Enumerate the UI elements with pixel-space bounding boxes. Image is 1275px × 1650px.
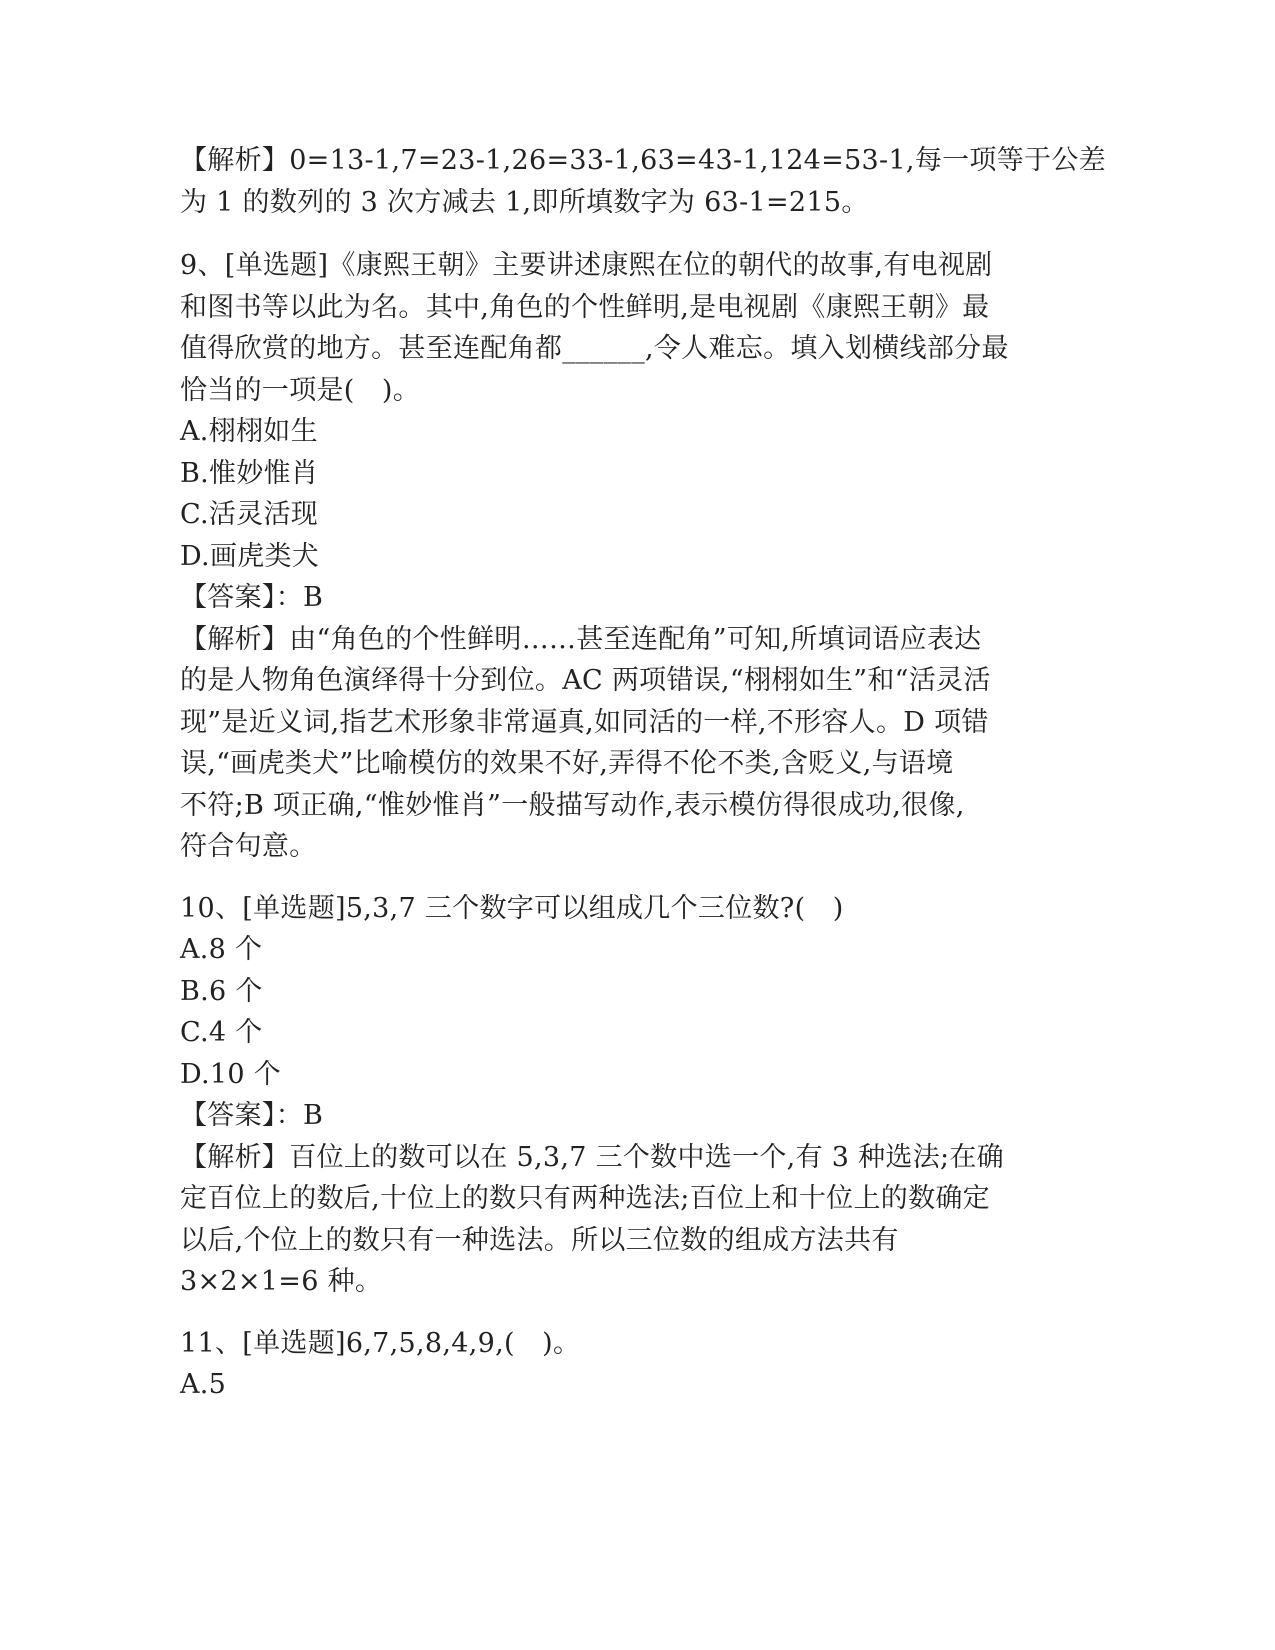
q9-answer: 【答案】：B bbox=[180, 582, 324, 613]
q9-stem-line: 和图书等以此为名。其中,角色的个性鲜明,是电视剧《康熙王朝》最 bbox=[180, 291, 990, 323]
q8-analysis-line: 为 1 的数列的 3 次方减去 1,即所填数字为 63-1=215。 bbox=[180, 186, 869, 218]
q11-option-a: A.5 bbox=[180, 1369, 227, 1400]
q10-analysis-line: 3×2×1=6 种。 bbox=[180, 1266, 383, 1297]
q8-analysis-line: 【解析】0=13-1,7=23-1,26=33-1,63=43-1,124=53-1,每一项等于公差 bbox=[180, 145, 1106, 176]
q10-analysis-line: 【解析】百位上的数可以在 5,3,7 三个数中选一个,有 3 种选法;在确 bbox=[180, 1141, 1004, 1173]
question-10 bbox=[180, 888, 1080, 1303]
q9-analysis-line: 误,“画虎类犬”比喻模仿的效果不好,弄得不伦不类,含贬义,与语境 bbox=[180, 748, 954, 779]
q8-analysis bbox=[180, 140, 1106, 223]
q9-stem-line: 9、[单选题]《康熙王朝》主要讲述康熙在位的朝代的故事,有电视剧 bbox=[180, 250, 993, 281]
document-page bbox=[180, 140, 1106, 1406]
q10-stem-line: 10、[单选题]5,3,7 三个数字可以组成几个三位数?( ) bbox=[180, 892, 844, 924]
q9-analysis-line: 现”是近义词,指艺术形象非常逼真,如同活的一样,不形容人。D 项错 bbox=[180, 706, 989, 738]
q9-analysis-line: 符合句意。 bbox=[180, 831, 317, 862]
q10-option-c: C.4 个 bbox=[180, 1017, 263, 1048]
q9-option-c: C.活灵活现 bbox=[180, 499, 319, 530]
q11-stem-line: 11、[单选题]6,7,5,8,4,9,( )。 bbox=[180, 1327, 581, 1359]
question-11 bbox=[180, 1323, 1080, 1406]
q10-answer: 【答案】：B bbox=[180, 1100, 324, 1131]
q10-option-d: D.10 个 bbox=[180, 1058, 282, 1090]
q9-option-a: A.栩栩如生 bbox=[180, 416, 318, 447]
q9-option-b: B.惟妙惟肖 bbox=[180, 457, 319, 489]
q10-analysis-line: 以后,个位上的数只有一种选法。所以三位数的组成方法共有 bbox=[180, 1224, 899, 1256]
question-9 bbox=[180, 245, 1080, 868]
q9-analysis-line: 的是人物角色演绎得十分到位。AC 两项错误,“栩栩如生”和“活灵活 bbox=[180, 665, 991, 696]
q9-analysis-line: 不符;B 项正确,“惟妙惟肖”一般描写动作,表示模仿得很成功,很像, bbox=[180, 789, 965, 821]
q10-option-a: A.8 个 bbox=[180, 934, 263, 965]
q9-option-d: D.画虎类犬 bbox=[180, 540, 320, 572]
q10-analysis-line: 定百位上的数后,十位上的数只有两种选法;百位上和十位上的数确定 bbox=[180, 1183, 990, 1214]
q9-stem-line: 恰当的一项是( )。 bbox=[180, 374, 421, 406]
q9-stem-line: 值得欣赏的地方。甚至连配角都______,令人难忘。填入划横线部分最 bbox=[180, 333, 1009, 364]
q10-option-b: B.6 个 bbox=[180, 975, 263, 1007]
q9-analysis-line: 【解析】由“角色的个性鲜明……甚至连配角”可知,所填词语应表达 bbox=[180, 623, 982, 655]
